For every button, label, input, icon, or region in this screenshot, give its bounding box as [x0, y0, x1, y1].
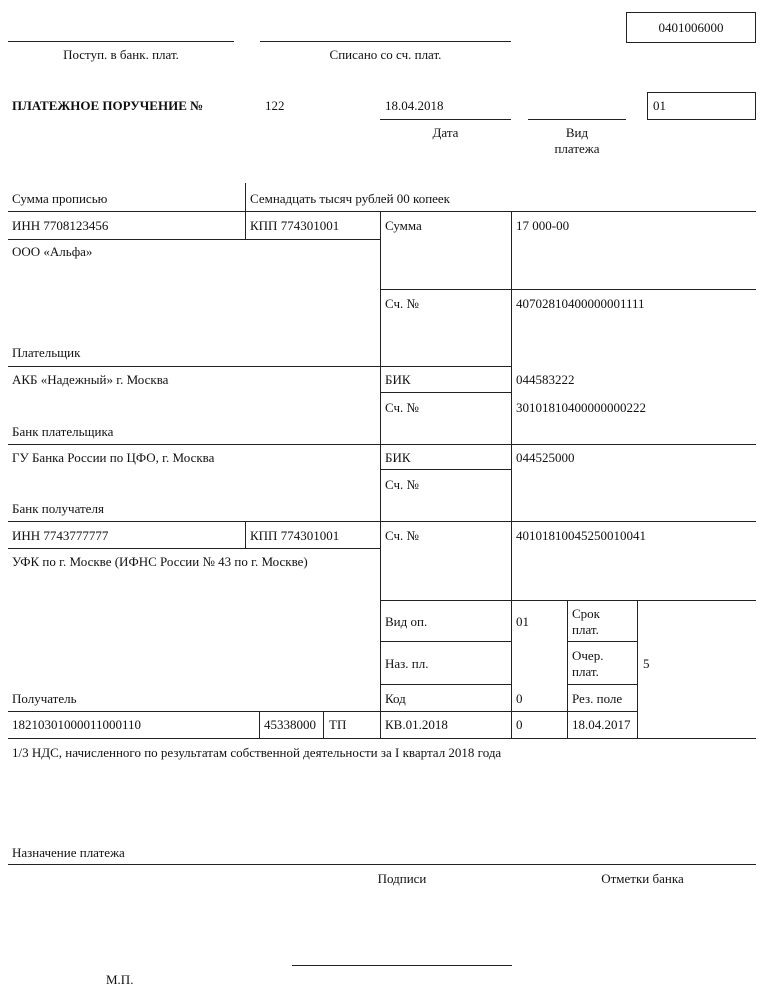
priority-label: Очер.: [572, 648, 604, 663]
order-number: 122: [265, 98, 285, 113]
grid-line: [8, 444, 756, 445]
document-title: ПЛАТЕЖНОЕ ПОРУЧЕНИЕ №: [12, 98, 204, 113]
purpose-text: 1/3 НДС, начисленного по результатам собственной деятельности за I квартал 2018 года: [12, 745, 502, 760]
payment-type-label: Вид: [565, 125, 589, 140]
grid-line: [245, 183, 246, 211]
payer-bank-account-label: Сч. №: [385, 400, 419, 415]
payment-type-line: [528, 119, 626, 120]
grid-line: [380, 600, 756, 601]
debited-label: Списано со сч. плат.: [329, 47, 442, 62]
payment-type-label: платежа: [554, 141, 600, 156]
payer-bank-bik: 044583222: [516, 372, 575, 387]
priority-label: плат.: [572, 664, 599, 679]
signatures-label: Подписи: [377, 871, 427, 886]
stamp-label: М.П.: [106, 972, 134, 987]
grid-line: [245, 211, 246, 239]
payer-bank-account: 30101810400000000222: [516, 400, 646, 415]
form-code: 0401006000: [658, 20, 724, 35]
date-label: Дата: [432, 125, 459, 140]
payer-bank-label: Банк плательщика: [12, 424, 114, 439]
payee-account-label: Сч. №: [385, 528, 419, 543]
code-label: Код: [385, 691, 406, 706]
date-line: [380, 119, 511, 120]
tax-doc-date: 18.04.2017: [572, 717, 631, 732]
op-type: 01: [516, 614, 529, 629]
grid-line: [8, 211, 756, 212]
payee-bank-account-label: Сч. №: [385, 477, 419, 492]
grid-line: [323, 711, 324, 738]
grid-line: [8, 864, 756, 865]
grid-line: [245, 521, 246, 548]
debited-line: [260, 41, 511, 42]
reserve-label: Рез. поле: [572, 691, 623, 706]
payer-sum-value: 17 000-00: [516, 218, 570, 233]
order-date: 18.04.2018: [385, 98, 444, 113]
grid-line: [380, 684, 511, 685]
term-label: Срок: [572, 606, 600, 621]
code: 0: [516, 691, 523, 706]
grid-line: [567, 600, 568, 738]
payer-name: ООО «Альфа»: [12, 244, 93, 259]
grid-line: [511, 211, 512, 738]
payer-inn: ИНН 7708123456: [12, 218, 109, 233]
amount-words-value: Семнадцать тысяч рублей 00 копеек: [250, 191, 451, 206]
grid-line: [380, 469, 511, 470]
grid-line: [380, 641, 511, 642]
grid-line: [637, 600, 638, 738]
priority: 5: [643, 656, 650, 671]
payer-label: Плательщик: [12, 345, 81, 360]
grid-line: [8, 738, 756, 739]
payer-kpp: КПП 774301001: [250, 218, 340, 233]
tax-doc-number: 0: [516, 717, 523, 732]
grid-line: [567, 641, 637, 642]
tax-basis: ТП: [329, 717, 347, 732]
amount-words-label: Сумма прописью: [12, 191, 108, 206]
payer-sum-label: Сумма: [385, 218, 422, 233]
payee-name: УФК по г. Москве (ИФНС России № 43 по г. Москве): [12, 554, 308, 569]
status-code: 01: [653, 98, 666, 113]
op-type-label: Вид оп.: [385, 614, 428, 629]
payee-inn: ИНН 7743777777: [12, 528, 109, 543]
tax-kbk: 18210301000011000110: [12, 717, 142, 732]
payee-bank-bik: 044525000: [516, 450, 575, 465]
grid-line: [8, 366, 512, 367]
grid-line: [259, 711, 260, 738]
payee-bank-bik-label: БИК: [385, 450, 411, 465]
grid-line: [8, 239, 380, 240]
payee-bank-label: Банк получателя: [12, 501, 104, 516]
payer-bank-name: АКБ «Надежный» г. Москва: [12, 372, 169, 387]
payer-bank-bik-label: БИК: [385, 372, 411, 387]
grid-line: [380, 392, 511, 393]
grid-line: [567, 684, 637, 685]
grid-line: [380, 211, 381, 738]
received-line: [8, 41, 234, 42]
grid-line: [8, 521, 756, 522]
tax-oktmo: 45338000: [264, 717, 316, 732]
grid-line: [8, 548, 380, 549]
grid-line: [380, 289, 756, 290]
purpose-label: Назначение платежа: [12, 845, 125, 860]
bank-marks-label: Отметки банка: [601, 871, 684, 886]
payer-account-label: Сч. №: [385, 296, 419, 311]
signature-line: [292, 965, 512, 966]
payer-account: 40702810400000001111: [516, 296, 645, 311]
payee-kpp: КПП 774301001: [250, 528, 340, 543]
payee-label: Получатель: [12, 691, 77, 706]
payee-bank-name: ГУ Банка России по ЦФО, г. Москва: [12, 450, 215, 465]
payee-account: 40101810045250010041: [516, 528, 646, 543]
received-label: Поступ. в банк. плат.: [63, 47, 179, 62]
tax-period: КВ.01.2018: [385, 717, 448, 732]
purpose-code-label: Наз. пл.: [385, 656, 429, 671]
term-label: плат.: [572, 622, 599, 637]
